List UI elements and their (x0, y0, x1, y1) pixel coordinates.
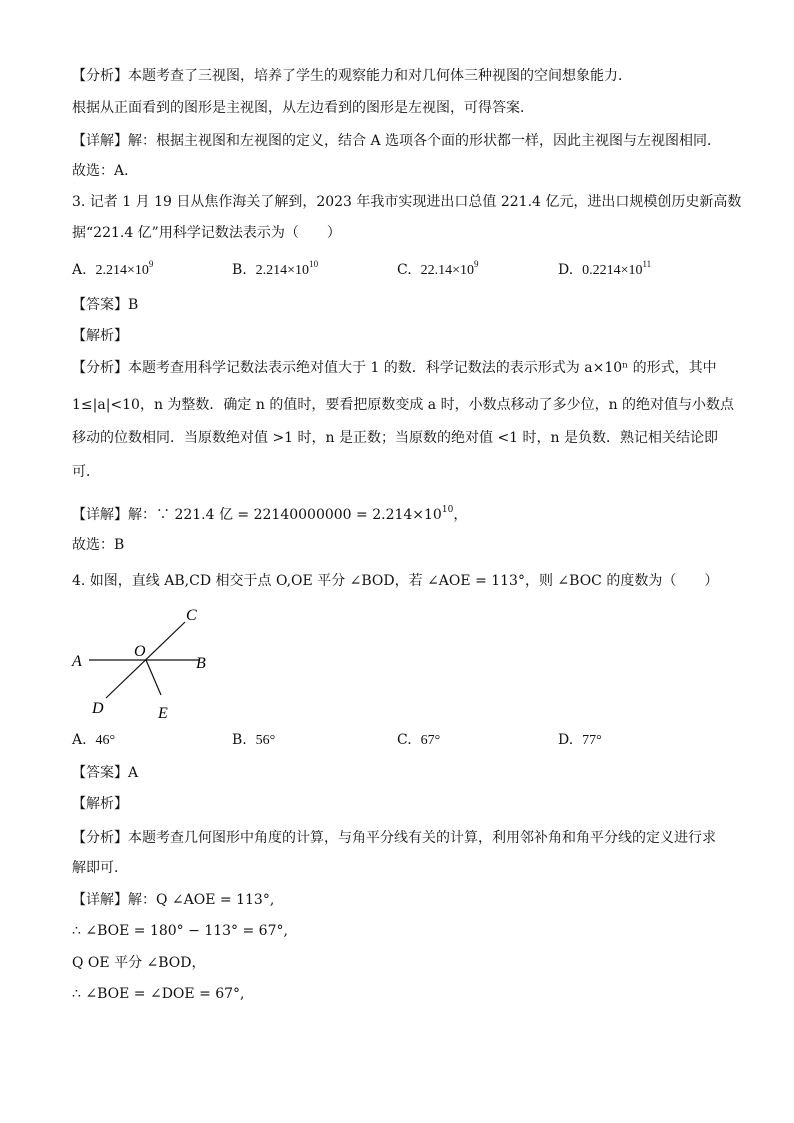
detail-line: 【详解】解：∵ 221.4 亿 = $22140000000 = 2.214\times 10^{10}$， (72, 505, 468, 523)
analysis-line: 【分析】本题考查几何图形中角度的计算，与角平分线有关的计算，利用邻补角和角平分线的定义进行求 (72, 830, 716, 846)
detail-line: Q OE 平分 ∠BOD， (72, 955, 206, 971)
geometry-figure (64, 600, 224, 725)
detail-line: ∴ ∠BOE = ∠DOE = 67°, (72, 986, 245, 1002)
analysis-line: 解即可. (72, 860, 119, 876)
label-a: A (72, 653, 82, 670)
question-stem: 4. 如图，直线 AB,CD 相交于点 O,OE 平分 ∠BOD，若 ∠AOE = 113°，则 ∠BOC 的度数为（ ） (72, 573, 719, 589)
question-stem: 据“221.4 亿”用科学记数法表示为（ ） (72, 225, 341, 241)
label-e: E (158, 705, 168, 722)
option-a: A. 46° (72, 732, 116, 748)
ray-oe (146, 660, 161, 695)
analysis-line: 可． (72, 464, 100, 480)
choice-line: 故选：B (72, 537, 125, 553)
analysis-line: 移动的位数相同．当原数绝对值 >1 时，n 是正数；当原数的绝对值 <1 时，n 是负数．熟记相关结论即 (72, 430, 719, 446)
explanation-label: 【解析】 (72, 796, 128, 812)
label-o: O (134, 643, 146, 660)
analysis-line: 1≤|a|<10，n 为整数．确定 n 的值时，要看把原数变成 a 时，小数点移动了多少位，n 的绝对值与小数点 (72, 397, 735, 413)
label-c: C (186, 607, 197, 624)
label-d: D (92, 700, 104, 717)
option-c: C. $22.14\times 10^9$ (397, 259, 479, 278)
option-d: D. $0.2214\times 10^{11}$ (558, 259, 652, 278)
option-a: A. $2.214\times 10^9$ (72, 259, 154, 278)
analysis-line: 根据从正面看到的图形是主视图，从左边看到的图形是左视图，可得答案． (72, 100, 534, 116)
option-b: B. $2.214\times 10^{10}$ (232, 259, 319, 278)
label-b: B (196, 655, 206, 672)
answer-label: 【答案】A (72, 765, 139, 781)
choice-line: 故选：A． (72, 163, 139, 179)
answer-label: 【答案】B (72, 297, 139, 313)
question-stem: 3. 记者 1 月 19 日从焦作海关了解到，2023 年我市实现进出口总值 221.4 亿元，进出口规模创历史新高数 (72, 194, 742, 210)
detail-line: 【详解】解：Q ∠AOE = 113°, (72, 892, 275, 908)
option-d: D. 77° (558, 732, 602, 748)
option-c: C. 67° (397, 732, 441, 748)
option-b: B. 56° (232, 732, 276, 748)
analysis-line: 【分析】本题考查用科学记数法表示绝对值大于 1 的数．科学记数法的表示形式为 a×10ⁿ 的形式，其中 (72, 360, 717, 376)
explanation-label: 【解析】 (72, 328, 128, 344)
detail-line: ∴ ∠BOE = 180° − 113° = 67°, (72, 923, 288, 939)
analysis-line: 【分析】本题考查了三视图，培养了学生的观察能力和对几何体三种视图的空间想象能力． (72, 68, 632, 84)
detail-line: 【详解】解：根据主视图和左视图的定义，结合 A 选项各个面的形状都一样，因此主视图与左视图相同． (72, 133, 722, 149)
